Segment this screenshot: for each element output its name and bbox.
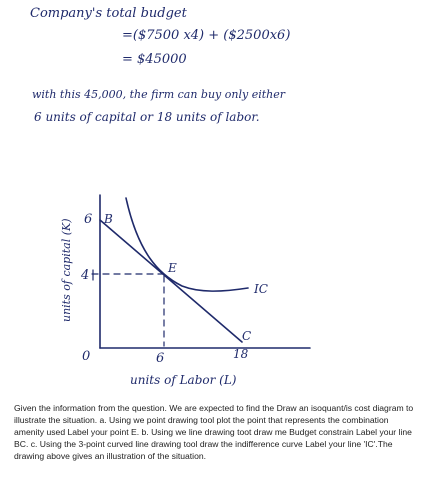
budget-note-2: 6 units of capital or 18 units of labor. (34, 110, 260, 124)
caption-text: Given the information from the question. We are expected to find the Draw an isoquant/is cost diagram to illustrate the situation. a. Using we point drawing tool plot the point that represents the combination amenity used Label your point E. b. Using we line drawing toot draw me Budget constrain Label your line BC. c. Using the 3-point curved line drawing tool draw the indifference curve Label your line 'IC'.The drawing above gives an illustration of the situation. (14, 403, 414, 461)
point-e-label: E (168, 261, 177, 275)
x-tick-18: 18 (233, 347, 249, 361)
x-tick-6: 6 (156, 351, 165, 366)
ic-label: IC (254, 282, 268, 296)
budget-line-bc (100, 220, 242, 342)
budget-heading: Company's total budget (30, 6, 187, 21)
origin-label: 0 (82, 349, 91, 364)
point-b-label: B (104, 212, 113, 226)
point-c-label: C (242, 329, 252, 343)
y-tick-6: 6 (84, 212, 93, 227)
x-axis-label: units of Labor (L) (130, 373, 237, 387)
budget-total: = $45000 (122, 52, 187, 67)
budget-equation: =($7500 x4) + ($2500x6) (122, 28, 291, 43)
indifference-curve (126, 198, 248, 291)
y-tick-4: 4 (81, 268, 90, 283)
y-axis-label: units of capital (K) (60, 218, 73, 322)
budget-note-1: with this 45,000, the firm can buy only either (32, 88, 285, 101)
